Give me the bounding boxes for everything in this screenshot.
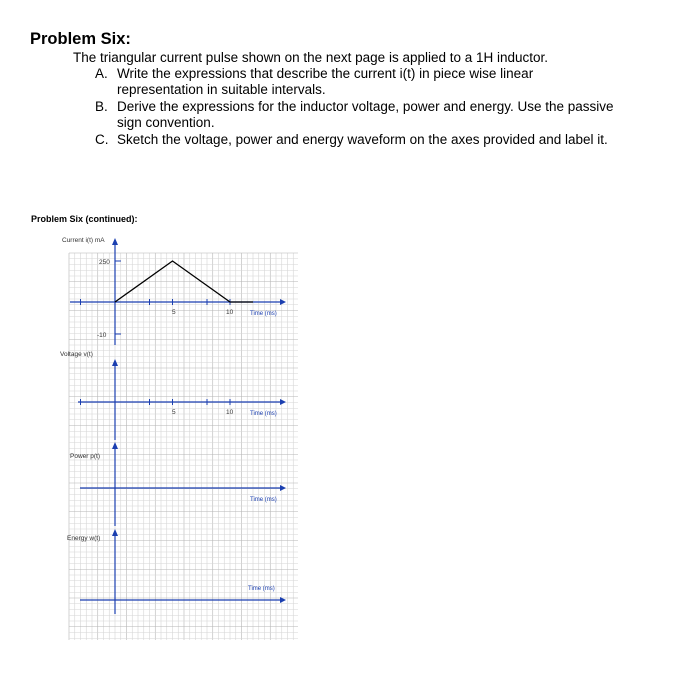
- energy-x-label: Time (ms): [248, 586, 275, 592]
- voltage-graph: [60, 351, 286, 440]
- current-tick-label-5: 5: [172, 309, 176, 316]
- energy-y-arrow-icon: [112, 529, 118, 536]
- current-y-label: Current i(t) mA: [62, 237, 105, 244]
- problem-title: Problem Six:: [30, 30, 131, 48]
- voltage-tick-label-5: 5: [172, 409, 176, 416]
- voltage-tick-label-10: 10: [226, 409, 234, 416]
- question-a-text: Write the expressions that describe the current i(t) in piece wise linear representation in suitable intervals.: [117, 66, 534, 97]
- current-tick-label-minus10: -10: [97, 332, 107, 339]
- voltage-x-arrow-icon: [280, 399, 286, 405]
- power-x-arrow-icon: [280, 485, 286, 491]
- voltage-x-label: Time (ms): [250, 411, 277, 417]
- current-tick-label-250: 250: [99, 259, 110, 266]
- power-y-label: Power p(t): [70, 453, 100, 460]
- problem-intro: The triangular current pulse shown on the next page is applied to a 1H inductor.: [73, 50, 549, 65]
- question-a-letter: A.: [95, 66, 108, 81]
- question-c-letter: C.: [95, 132, 109, 147]
- question-c-text: Sketch the voltage, power and energy waveform on the axes provided and label it.: [117, 132, 608, 147]
- energy-y-label: Energy w(t): [67, 535, 101, 542]
- current-y-arrow-icon: [112, 238, 118, 245]
- voltage-y-label: Voltage v(t): [60, 351, 93, 358]
- current-tick-label-10: 10: [226, 309, 234, 316]
- current-x-label: Time (ms): [250, 311, 277, 317]
- question-b-text: Derive the expressions for the inductor voltage, power and energy. Use the passive sign convention.: [117, 99, 614, 130]
- continued-heading: Problem Six (continued):: [31, 214, 138, 224]
- current-x-arrow-icon: [280, 299, 286, 305]
- power-x-label: Time (ms): [250, 497, 277, 503]
- question-b-letter: B.: [95, 99, 108, 114]
